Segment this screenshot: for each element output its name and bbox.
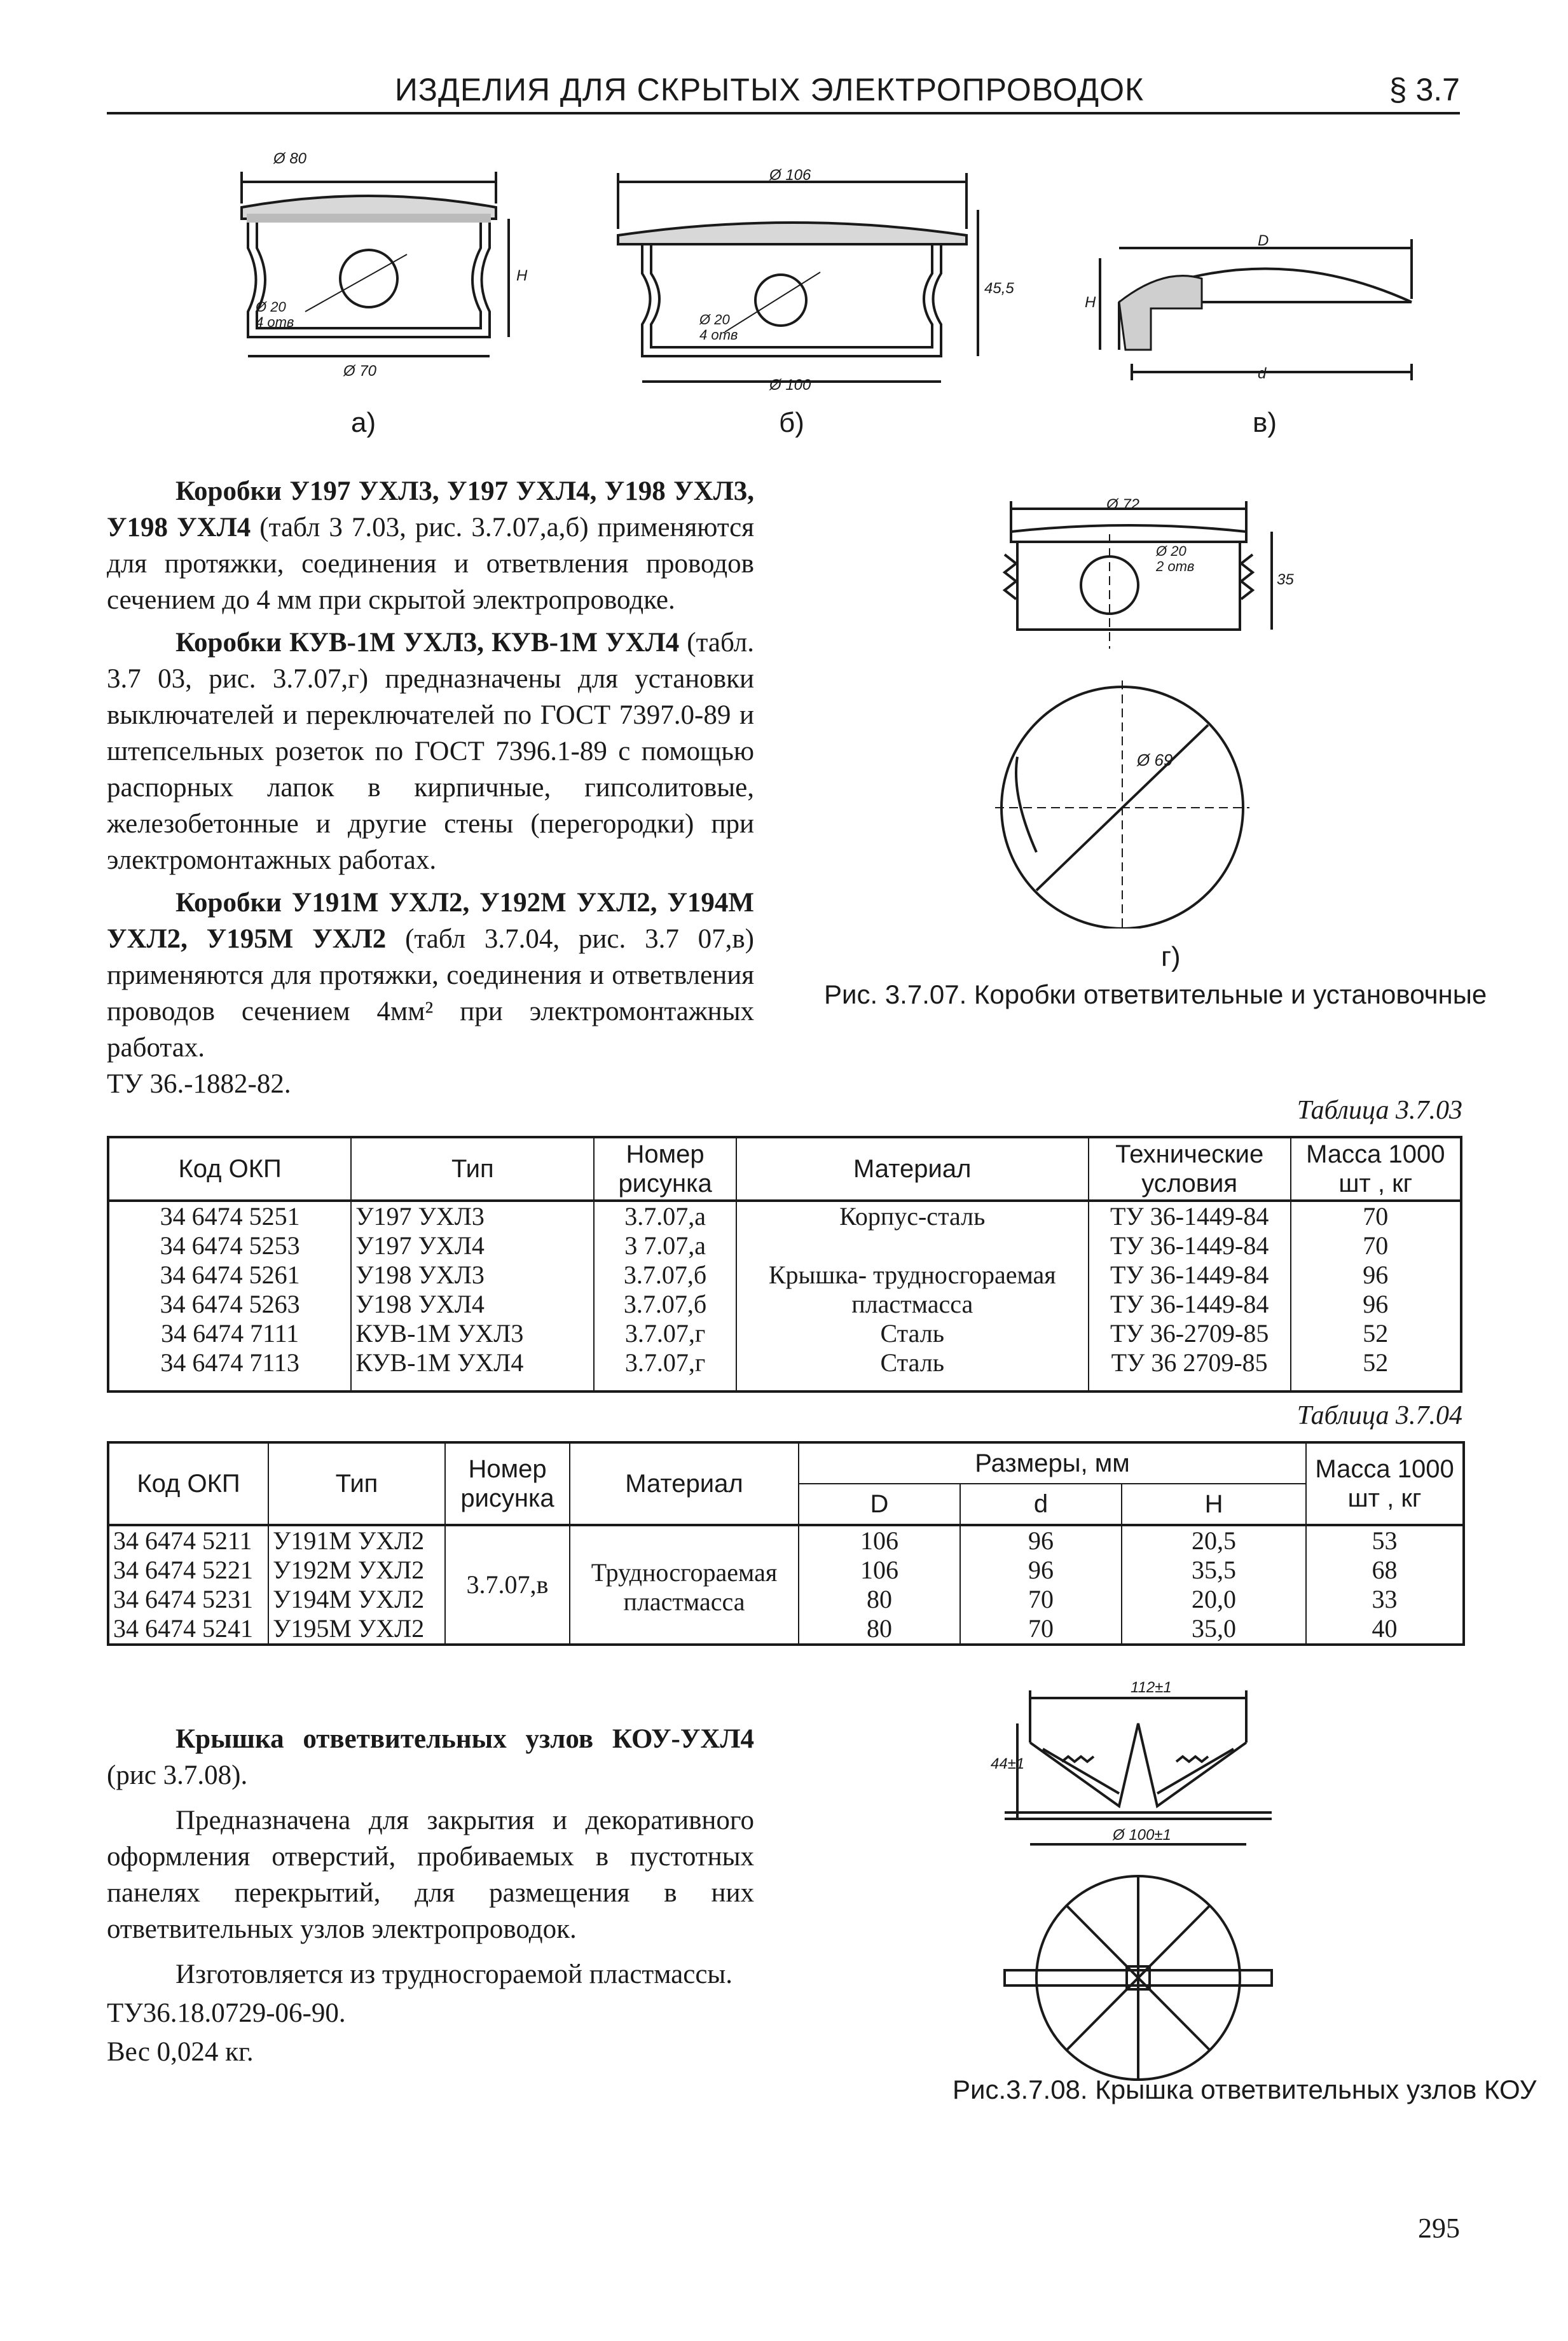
- t1-h-material: Материал: [736, 1137, 1089, 1201]
- t2-cell: 20,5: [1122, 1525, 1306, 1556]
- t2-cell: 20,0: [1122, 1585, 1306, 1614]
- t2-cell: 106: [799, 1556, 960, 1585]
- p1-title: Коробки У197 УХЛ3, У197 УХЛ4, У198 УХЛ3, У198 УХЛ4: [107, 476, 754, 542]
- t2-h-D: D: [799, 1484, 960, 1525]
- t1-cell: 34 6474 5251: [108, 1201, 351, 1231]
- t2-cell: 34 6474 5211: [108, 1525, 268, 1556]
- fig-g-label: г): [1161, 941, 1181, 972]
- t2-cell: 35,5: [1122, 1556, 1306, 1585]
- t1-cell: [736, 1231, 1089, 1260]
- t2-h-mass: Масса 1000 шт , кг: [1306, 1442, 1464, 1525]
- t1-cell: 3.7.07,г: [594, 1348, 736, 1391]
- table-row: [108, 1231, 1461, 1260]
- t1-cell: 3.7.07,а: [594, 1201, 736, 1231]
- t1-cell: 3.7.07,б: [594, 1290, 736, 1319]
- t1-cell: У197 УХЛ4: [351, 1231, 594, 1260]
- t2-cell: 106: [799, 1525, 960, 1556]
- fig-v-label: в): [1253, 407, 1277, 438]
- tu-1: ТУ 36.-1882-82.: [107, 1069, 291, 1099]
- t1-cell: 3 7.07,а: [594, 1231, 736, 1260]
- t1-cell: Крышка- трудносгораемая: [736, 1260, 1089, 1290]
- kou-p4: Вес 0,024 кг.: [107, 2037, 254, 2067]
- t1-cell: КУВ-1М УХЛ3: [351, 1319, 594, 1348]
- t2-cell: 96: [960, 1556, 1122, 1585]
- figure-3-7-07-b: [610, 165, 992, 407]
- fig-a-height: H: [516, 267, 528, 284]
- t1-h-type: Тип: [351, 1137, 594, 1201]
- table2-caption: Таблица 3.7.04: [1296, 1401, 1462, 1430]
- fig-b-holes: 4 отв: [699, 327, 738, 343]
- kou-dim-top: 112±1: [1131, 1679, 1172, 1696]
- t2-cell: 70: [960, 1614, 1122, 1645]
- t1-h-mass: Масса 1000 шт , кг: [1291, 1137, 1461, 1201]
- t2-cell: 80: [799, 1614, 960, 1645]
- t1-cell: 3.7.07,г: [594, 1319, 736, 1348]
- fig-g-dim-top: Ø 72: [1106, 496, 1140, 513]
- fig-v-dim-outer: D: [1258, 232, 1269, 249]
- fig-a-holes: 4 отв: [256, 314, 294, 330]
- p2-body: (табл. 3.7 03, рис. 3.7.07,г) предназначены для установки выключателей и переключателей по ГОСТ 7397.0-89 и штепсельных розеток по ГОСТ 7396.1-89 с помощью распорных лапок в кирпичные, гипсолитовые, железобетонные и другие стены (перегородки) при электромонтажных работах.: [107, 628, 754, 875]
- t1-cell: 96: [1291, 1290, 1461, 1319]
- fig-b-dim-inner: Ø 100: [769, 376, 811, 394]
- t1-cell: 52: [1291, 1319, 1461, 1348]
- t2-h-code: Код ОКП: [108, 1442, 268, 1525]
- t2-h-sizes: Размеры, мм: [799, 1442, 1306, 1484]
- t2-cell: 80: [799, 1585, 960, 1614]
- t1-cell: пластмасса: [736, 1290, 1089, 1319]
- fig-g-dim-circle: Ø 69: [1137, 750, 1173, 770]
- t2-cell: У195М УХЛ2: [268, 1614, 445, 1645]
- t2-h-d: d: [960, 1484, 1122, 1525]
- p1-body: (табл 3 7.03, рис. 3.7.07,а,б) применяются для протяжки, соединения и ответвления проводов сечением до 4 мм при скрытой электропроводке.: [107, 513, 754, 615]
- header-rule: [107, 112, 1460, 114]
- text-block-1: [107, 473, 754, 1102]
- kou-height: 44±1: [991, 1755, 1025, 1772]
- t1-cell: Сталь: [736, 1348, 1089, 1391]
- t2-h-fig: Номер рисунка: [445, 1442, 570, 1525]
- t1-cell: 70: [1291, 1201, 1461, 1231]
- t1-cell: 34 6474 5253: [108, 1231, 351, 1260]
- figure-3-7-07-g: [992, 496, 1297, 929]
- t1-cell: ТУ 36 2709-85: [1089, 1348, 1291, 1391]
- t2-cell: 40: [1306, 1614, 1464, 1645]
- fig-a-hole: Ø 20: [256, 299, 286, 315]
- kou-title-ref: (рис 3.7.08).: [107, 1760, 248, 1790]
- t1-cell: 96: [1291, 1260, 1461, 1290]
- t2-cell: 96: [960, 1525, 1122, 1556]
- fig-a-dim-outer: Ø 80: [273, 150, 307, 167]
- table-row: [108, 1319, 1461, 1348]
- t2-material-cell: Трудносгораемая пластмасса: [570, 1525, 799, 1645]
- t2-cell: 53: [1306, 1525, 1464, 1556]
- fig-g-height: 35: [1277, 571, 1294, 588]
- t1-cell: 3.7.07,б: [594, 1260, 736, 1290]
- kou-p3: ТУ36.18.0729-06-90.: [107, 1998, 346, 2028]
- t2-cell: 35,0: [1122, 1614, 1306, 1645]
- t2-cell: 34 6474 5241: [108, 1614, 268, 1645]
- t1-cell: 52: [1291, 1348, 1461, 1391]
- t2-cell: У194М УХЛ2: [268, 1585, 445, 1614]
- running-header-title: ИЗДЕЛИЯ ДЛЯ СКРЫТЫХ ЭЛЕКТРОПРОВОДОК: [394, 72, 1145, 107]
- t1-cell: Корпус-сталь: [736, 1201, 1089, 1231]
- kou-p1: Предназначена для закрытия и декоративного оформления отверстий, пробиваемых в пустотных панелях перекрытий, для размещения в них ответвительных узлов электропроводок.: [107, 1806, 754, 1944]
- table-row: [108, 1260, 1461, 1290]
- t1-cell: ТУ 36-1449-84: [1089, 1201, 1291, 1231]
- t1-cell: КУВ-1М УХЛ4: [351, 1348, 594, 1391]
- t1-cell: Сталь: [736, 1319, 1089, 1348]
- figure-caption-2: Рис.3.7.08. Крышка ответвительных узлов КОУ: [952, 2075, 1537, 2104]
- t1-cell: У198 УХЛ3: [351, 1260, 594, 1290]
- t1-h-code: Код ОКП: [108, 1137, 351, 1201]
- fig-g-hole: Ø 20: [1156, 543, 1186, 559]
- text-block-2: [107, 1721, 754, 2070]
- t1-cell: У197 УХЛ3: [351, 1201, 594, 1231]
- table1-caption: Таблица 3.7.03: [1296, 1096, 1462, 1125]
- t1-cell: У198 УХЛ4: [351, 1290, 594, 1319]
- t2-h-H: H: [1122, 1484, 1306, 1525]
- table-row: [108, 1201, 1461, 1231]
- table1-header-row: [108, 1137, 1461, 1201]
- p3-body: (табл 3.7.04, рис. 3.7 07,в) применяются для протяжки, соединения и ответвления проводов сечением 4мм² при электромонтажных работах.: [107, 924, 754, 1063]
- t1-cell: 70: [1291, 1231, 1461, 1260]
- t1-cell: ТУ 36-1449-84: [1089, 1290, 1291, 1319]
- t2-cell: 34 6474 5231: [108, 1585, 268, 1614]
- table-3-7-04: [107, 1441, 1465, 1646]
- t1-cell: 34 6474 7111: [108, 1319, 351, 1348]
- table2-header-row-1: [108, 1442, 1464, 1484]
- kou-title: Крышка ответвительных узлов КОУ-УХЛ4: [175, 1724, 754, 1754]
- fig-a-dim-inner: Ø 70: [343, 363, 377, 380]
- t2-cell: 68: [1306, 1556, 1464, 1585]
- fig-g-holes: 2 отв: [1156, 558, 1195, 574]
- fig-b-height: 45,5: [984, 280, 1014, 297]
- fig-a-label: а): [351, 407, 376, 438]
- fig-b-label: б): [779, 407, 804, 438]
- table-row: [108, 1348, 1461, 1391]
- t1-cell: ТУ 36-2709-85: [1089, 1319, 1291, 1348]
- t2-cell: 33: [1306, 1585, 1464, 1614]
- running-header-section: § 3.7: [1389, 72, 1460, 107]
- figure-3-7-07-v: [1081, 229, 1424, 388]
- t1-cell: 34 6474 5263: [108, 1290, 351, 1319]
- kou-p2: Изготовляется из трудносгораемой пластмассы.: [175, 1959, 733, 1989]
- figure-caption-1: Рис. 3.7.07. Коробки ответвительные и установочные: [824, 979, 1487, 1009]
- p2-title: Коробки КУВ-1М УХЛ3, КУВ-1М УХЛ4: [175, 628, 680, 658]
- table-row: [108, 1290, 1461, 1319]
- t1-cell: ТУ 36-1449-84: [1089, 1231, 1291, 1260]
- t2-h-type: Тип: [268, 1442, 445, 1525]
- t2-cell: У192М УХЛ2: [268, 1556, 445, 1585]
- fig-b-hole: Ø 20: [699, 312, 730, 328]
- fig-v-height: H: [1085, 294, 1096, 311]
- t2-cell: 34 6474 5221: [108, 1556, 268, 1585]
- kou-dim-bottom: Ø 100±1: [1113, 1827, 1171, 1844]
- page-number: 295: [1418, 2213, 1460, 2244]
- t2-cell: У191М УХЛ2: [268, 1525, 445, 1556]
- t1-cell: 34 6474 5261: [108, 1260, 351, 1290]
- p3-title: Коробки У191М УХЛ2, У192М УХЛ2, У194М УХЛ2, У195М УХЛ2: [107, 888, 754, 954]
- t1-cell: ТУ 36-1449-84: [1089, 1260, 1291, 1290]
- fig-v-dim-inner: d: [1258, 365, 1267, 382]
- t2-h-material: Материал: [570, 1442, 799, 1525]
- t1-cell: 34 6474 7113: [108, 1348, 351, 1391]
- figure-3-7-08: [992, 1685, 1284, 2092]
- t2-fig-cell: 3.7.07,в: [445, 1525, 570, 1645]
- t2-cell: 70: [960, 1585, 1122, 1614]
- t1-h-tu: Технические условия: [1089, 1137, 1291, 1201]
- t1-h-fig: Номер рисунка: [594, 1137, 736, 1201]
- table-3-7-03: [107, 1136, 1462, 1393]
- fig-b-dim-outer: Ø 106: [769, 167, 811, 184]
- table-row: [108, 1525, 1464, 1556]
